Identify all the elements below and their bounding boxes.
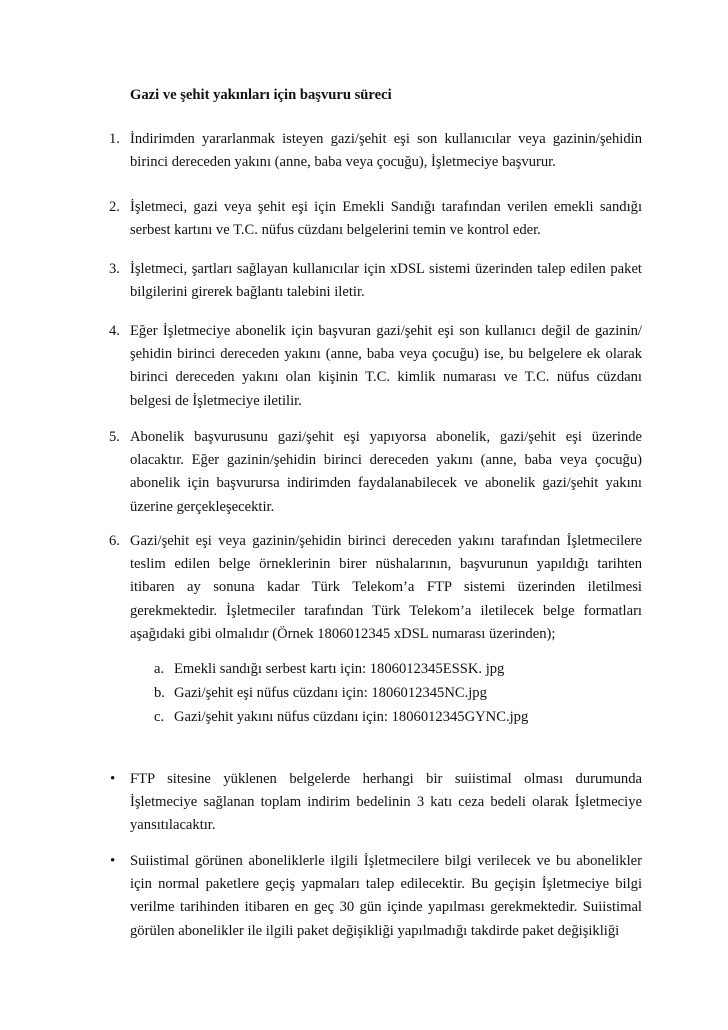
list-item-text: Gazi/şehit eşi veya gazinin/şehidin birinci dereceden yakını tarafından İşletmecilere teslim edilen belge örneklerinin birer nüshalarının, başvurunun yapıldığı tarihten itibaren ay sonuna kadar Türk Telekom’a FTP sistemi üzerinden iletilmesi gerekmektedir. İşletmeciler tarafından Türk Telekom’a iletilecek belge formatları aşağıdaki gibi olmalıdır (Örnek 1806012345 xDSL numarası üzerinden); [130, 533, 642, 642]
bullet-marker: • [110, 771, 116, 787]
sub-list-marker: b. [154, 685, 165, 701]
bullet-item-text: Suiistimal görünen aboneliklerle ilgili İşletmecilere bilgi verilecek ve bu abonelikler için normal paketlere geçiş yapmaları talep edilecektir. Bu geçişin İşletmeciye bilgi verilme tarihinden itibaren en geç 30 gün içinde yapılması gerekmektedir. Suiistimal görülen abonelikler ile ilgili paket değişikliği yapılmadığı takdirde paket değişikliği [130, 853, 642, 939]
list-item-text: Abonelik başvurusunu gazi/şehit eşi yapıyorsa abonelik, gazi/şehit eşi üzerinde olacaktır. Eğer gazinin/şehidin birinci dereceden yakını (anne, baba veya çocuğu) abonelik için başvurursa indirimden faydalanabilecek ve abonelik gazi/şehit yakını üzerine gerçekleşecektir. [130, 429, 642, 515]
list-marker: 3. [109, 261, 120, 277]
sub-list-item [154, 706, 634, 729]
bullet-item [109, 768, 642, 838]
list-item [109, 530, 642, 646]
list-item [109, 320, 642, 413]
bullet-item-text: FTP sitesine yüklenen belgelerde herhangi bir suiistimal olması durumunda İşletmeciye sağlanan toplam indirim bedelinin 3 katı ceza bedeli olarak İşletmeciye yansıtılacaktır. [130, 771, 642, 834]
list-marker: 5. [109, 429, 120, 445]
sub-list-marker: c. [154, 709, 165, 725]
sub-list-marker: a. [154, 661, 165, 677]
sub-list-item-text: Emekli sandığı serbest kartı için: 1806012345ESSK. jpg [174, 661, 505, 677]
list-item-text: İşletmeci, gazi veya şehit eşi için Emekli Sandığı tarafından verilen emekli sandığı serbest kartını ve T.C. nüfus cüzdanı belgelerini temin ve kontrol eder. [130, 199, 642, 239]
list-item [109, 258, 642, 304]
list-marker: 4. [109, 323, 120, 339]
list-item [109, 128, 642, 174]
document-title: Gazi ve şehit yakınları için başvuru süreci [130, 87, 392, 103]
sub-list-item-text: Gazi/şehit eşi nüfus cüzdanı için: 1806012345NC.jpg [174, 685, 487, 701]
list-item [109, 196, 642, 242]
list-item-text: İşletmeci, şartları sağlayan kullanıcılar için xDSL sistemi üzerinden talep edilen paket bilgilerini girerek bağlantı talebini iletir. [130, 261, 642, 301]
sub-list-item [154, 658, 634, 681]
list-marker: 2. [109, 199, 120, 215]
list-item [109, 426, 642, 519]
list-item-text: İndirimden yararlanmak isteyen gazi/şehit eşi son kullanıcılar veya gazinin/şehidin birinci dereceden yakını (anne, baba veya çocuğu), İşletmeciye başvurur. [130, 131, 642, 171]
list-item-text: Eğer İşletmeciye abonelik için başvuran gazi/şehit eşi son kullanıcı değil de gazinin/şehidin birinci dereceden yakını (anne, baba veya çocuğu) ise, bu belgelere ek olarak birinci dereceden yakını olan kişinin T.C. kimlik numarası ve T.C. nüfus cüzdanı belgesi de İşletmeciye iletilir. [130, 323, 642, 409]
bullet-marker: • [110, 853, 116, 869]
list-marker: 1. [109, 131, 120, 147]
sub-list-item [154, 682, 634, 705]
list-marker: 6. [109, 533, 120, 549]
sub-list-item-text: Gazi/şehit yakını nüfus cüzdanı için: 1806012345GYNC.jpg [174, 709, 529, 725]
bullet-item [109, 850, 642, 943]
